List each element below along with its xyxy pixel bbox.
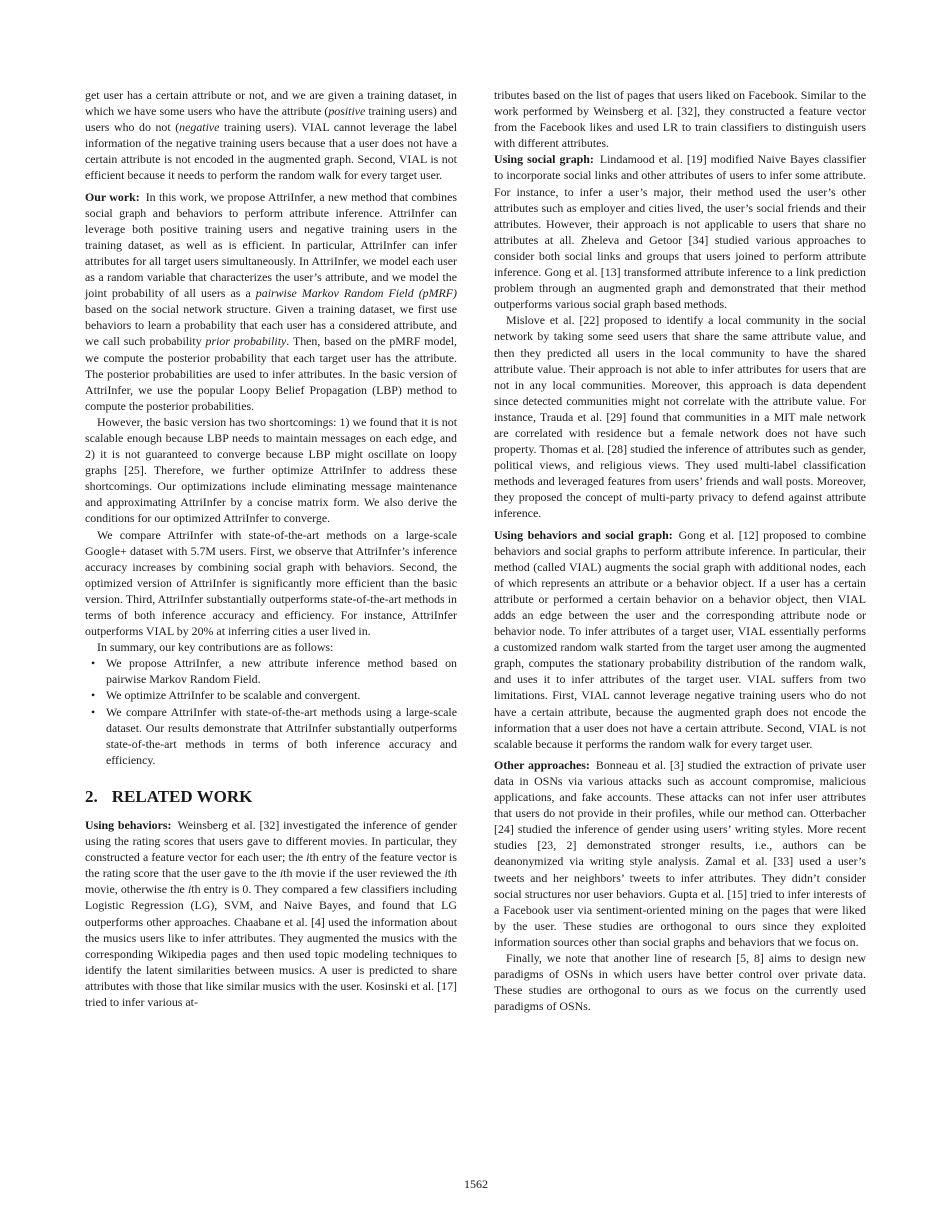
list-item	[85, 655, 457, 687]
list-item-text: We compare AttriInfer with state-of-the-art methods using a large-scale dataset. Our results demonstrate that AttriInfer substantially outperforms state-of-the-art methods in terms of both inference accuracy and efficiency.	[106, 704, 457, 767]
section-heading	[85, 787, 457, 807]
behaviors-social-paragraph	[494, 527, 866, 752]
list-item	[85, 687, 457, 703]
section-title: RELATED WORK	[111, 786, 253, 806]
other-approaches-paragraph	[494, 757, 866, 950]
intro-paragraph: get user has a certain attribute or not, and we are given a training dataset, in which we have some users who have the attribute (positive training users) and users who do not (negative training users). VIAL cannot leverage the label information of the negative training users because that a user does not have a certain attribute is not encoded in the augmented graph. Second, VIAL is not efficient because it needs to perform the random walk for every target user.	[85, 88, 457, 183]
other-approaches-text: Bonneau et al. [3] studied the extraction of private user data in OSNs via various attacks such as account compromise, malicious applications, and fake accounts. These attacks can not infer user attributes that users do not provide in their profiles, while our method can. Otterbacher [24] studied the inference of gender using users’ writing styles. More recent studies [23, 2] demonstrated stronger results, i.e., authors can be deanonymized via writing style analysis. Zamal et al. [33] used a user’s tweets and her neighbors’ tweets to infer attributes. They didn’t consider social structures nor user behaviors. Gupta et al. [15] tried to infer interests of a Facebook user via sentiment-oriented mining on the pages that were liked by the user. These studies are orthogonal to ours since they exploited information sources other than social graphs and behaviors that we focus on.	[494, 757, 867, 949]
left-column	[85, 87, 457, 1010]
summary-paragraph: In summary, our key contributions are as follows:	[97, 640, 334, 655]
right-column	[494, 87, 866, 1014]
continuation-paragraph: tributes based on the list of pages that users liked on Facebook. Similar to the work performed by Weinsberg et al. [32], they constructed a feature vector from the Facebook likes and used LR to train classifiers to distinguish users with different attributes.	[494, 88, 866, 151]
contributions-list	[85, 655, 457, 768]
bullet-icon: •	[91, 656, 96, 671]
social-graph-text: Lindamood et al. [19] modified Naive Bayes classifier to incorporate social links and other attributes of users to infer some attribute. For instance, to infer a user’s major, their method used the user’s other attributes such as employer and cities lived, the user’s social friends and their attributes. However, their approach is not applicable to users that share no attributes at all. Zheleva and Getoor [34] studied various approaches to consider both social links and groups that users joined to perform attribute inference. Gong et al. [13] transformed attribute inference to a link prediction problem through an augmented graph and demonstrated that their method outperforms various social graph based methods.	[494, 152, 866, 312]
other-approaches-heading: Other approaches:	[494, 757, 590, 772]
social-graph-paragraph	[494, 151, 866, 312]
our-work-paragraph	[85, 189, 457, 414]
italic-text: i	[187, 882, 192, 897]
section-number: 2.	[85, 786, 98, 806]
italic-text: positive	[328, 104, 366, 119]
behaviors-social-heading: Using behaviors and social graph:	[494, 527, 673, 542]
social-graph-heading: Using social graph:	[494, 152, 594, 167]
italic-text: i	[444, 866, 448, 881]
list-item-text: We optimize AttriInfer to be scalable and convergent.	[106, 688, 361, 703]
mislove-paragraph: Mislove et al. [22] proposed to identify a local community in the social network by taking some seed users that share the same attribute value, and then they predicted all users in the local community to have the shared attribute value. Their approach is not able to infer attributes for users that are not in any local communities. Moreover, this approach is data dependent since detected communities might not correlate with the attribute value. For instance, Trauda et al. [29] found that communities in a MIT male network are correlated with residence but a female network does not have such property. Thomas et al. [28] studied the inference of attributes such as gender, political views, and religious views. They used multi-label classification methods and leveraged features from users’ friends and wall posts. Moreover, they proposed the concept of multi-party privacy to defend against attribute inference.	[494, 313, 866, 521]
italic-text: negative	[179, 120, 220, 135]
behaviors-text: Weinsberg et al. [32] investigated the inference of gender using the rating scores that users gave to different movies. In particular, they constructed a feature vector for each user; the ith entry of the feature vector is the rating score that the user gave to the ith movie if the user reviewed the ith movie, otherwise the ith entry is 0. They compared a few classifiers including Logistic Regression (LG), SVM, and Naive Bayes, and found that LG outperforms other approaches. Chaabane et al. [4] used the information about the musics users like to infer attributes. They augmented the musics with the corresponding Wikipedia pages and then used topic modeling techniques to identify the latent similarities between musics. A user is predicted to share attributes with those that like similar musics with the user. Kosinski et al. [17] tried to infer various at-	[85, 817, 457, 1009]
bullet-icon: •	[91, 688, 96, 703]
shortcomings-paragraph: However, the basic version has two shortcomings: 1) we found that it is not scalable enough because LBP needs to maintain messages on each edge, and 2) it is not guaranteed to converge because LBP might oscillate on loopy graphs [25]. Therefore, we further optimize AttriInfer to address these shortcomings. Our optimizations include eliminating message maintenance and approximating AttriInfer by a concise matrix form. We also derive the conditions for our optimized AttriInfer to converge.	[85, 414, 457, 526]
finally-paragraph: Finally, we note that another line of research [5, 8] aims to design new paradigms of OSNs in which users have better control over private data. These studies are orthogonal to ours as we focus on the currently used paradigms of OSNs.	[494, 950, 866, 1014]
page-number: 1562	[464, 1177, 488, 1191]
italic-text: i	[306, 850, 310, 865]
italic-text: i	[279, 866, 284, 881]
bullet-icon: •	[91, 704, 96, 719]
behaviors-paragraph	[85, 817, 457, 1010]
compare-paragraph: We compare AttriInfer with state-of-the-art methods on a large-scale Google+ dataset with 5.7M users. First, we observe that AttriInfer’s inference accuracy increases by combining social graph with behaviors. Second, the optimized version of AttriInfer is significantly more efficient than the basic version. Third, AttriInfer substantially outperforms state-of-the-art methods in terms of both inference accuracy and efficiency. For instance, AttriInfer outperforms VIAL by 20% at inferring cities a user lived in.	[85, 527, 457, 639]
list-item-text: We propose AttriInfer, a new attribute inference method based on pairwise Markov Random Field.	[106, 656, 457, 687]
our-work-text: In this work, we propose AttriInfer, a new method that combines social graph and behaviors to perform attribute inference. AttriInfer can leverage both positive training users and negative training users in the training dataset, as well as is efficient. In particular, AttriInfer can infer attributes for all target users simultaneously. In AttriInfer, we model each user as a random variable that characterizes the user’s attribute, and we model the joint probability of all users as a pairwise Markov Random Field (pMRF) based on the social network structure. Given a training dataset, we first use behaviors to learn a probability that each user has a considered attribute, and we call such probability prior probability. Then, based on the pMRF model, we compute the posterior probability that each target user has the attribute. The posterior probabilities are used to infer attributes. In the basic version of AttriInfer, we use the popular Loopy Belief Propagation (LBP) method to compute the posterior probabilities.	[85, 189, 458, 413]
italic-text: prior probability	[205, 334, 287, 349]
behaviors-heading: Using behaviors:	[85, 817, 172, 832]
our-work-heading: Our work:	[85, 189, 140, 204]
italic-text: pairwise Markov Random Field (pMRF)	[255, 286, 457, 301]
behaviors-social-text: Gong et al. [12] proposed to combine behaviors and social graphs to perform attribute inference. In particular, their method (called VIAL) augments the social graph with additional nodes, each of which represents an attribute or a behavior object. If a user has a certain attribute or performed a certain behavior on a behavior object, then VIAL adds an edge between the user and the corresponding attribute node or behavior node. To infer attributes of a target user, VIAL essentially performs a customized random walk started from the target user among the augmented graph, computes the stationary probability distribution of the random walk, and uses it to infer attributes of the target user. VIAL suffers from two limitations. First, VIAL cannot leverage negative training users who do not have a certain attribute, because the augmented graph does not encode the information that a user does not have a certain attribute. Second, VIAL is not scalable because it performs the random walk for every target user.	[494, 527, 866, 751]
list-item	[85, 704, 457, 768]
